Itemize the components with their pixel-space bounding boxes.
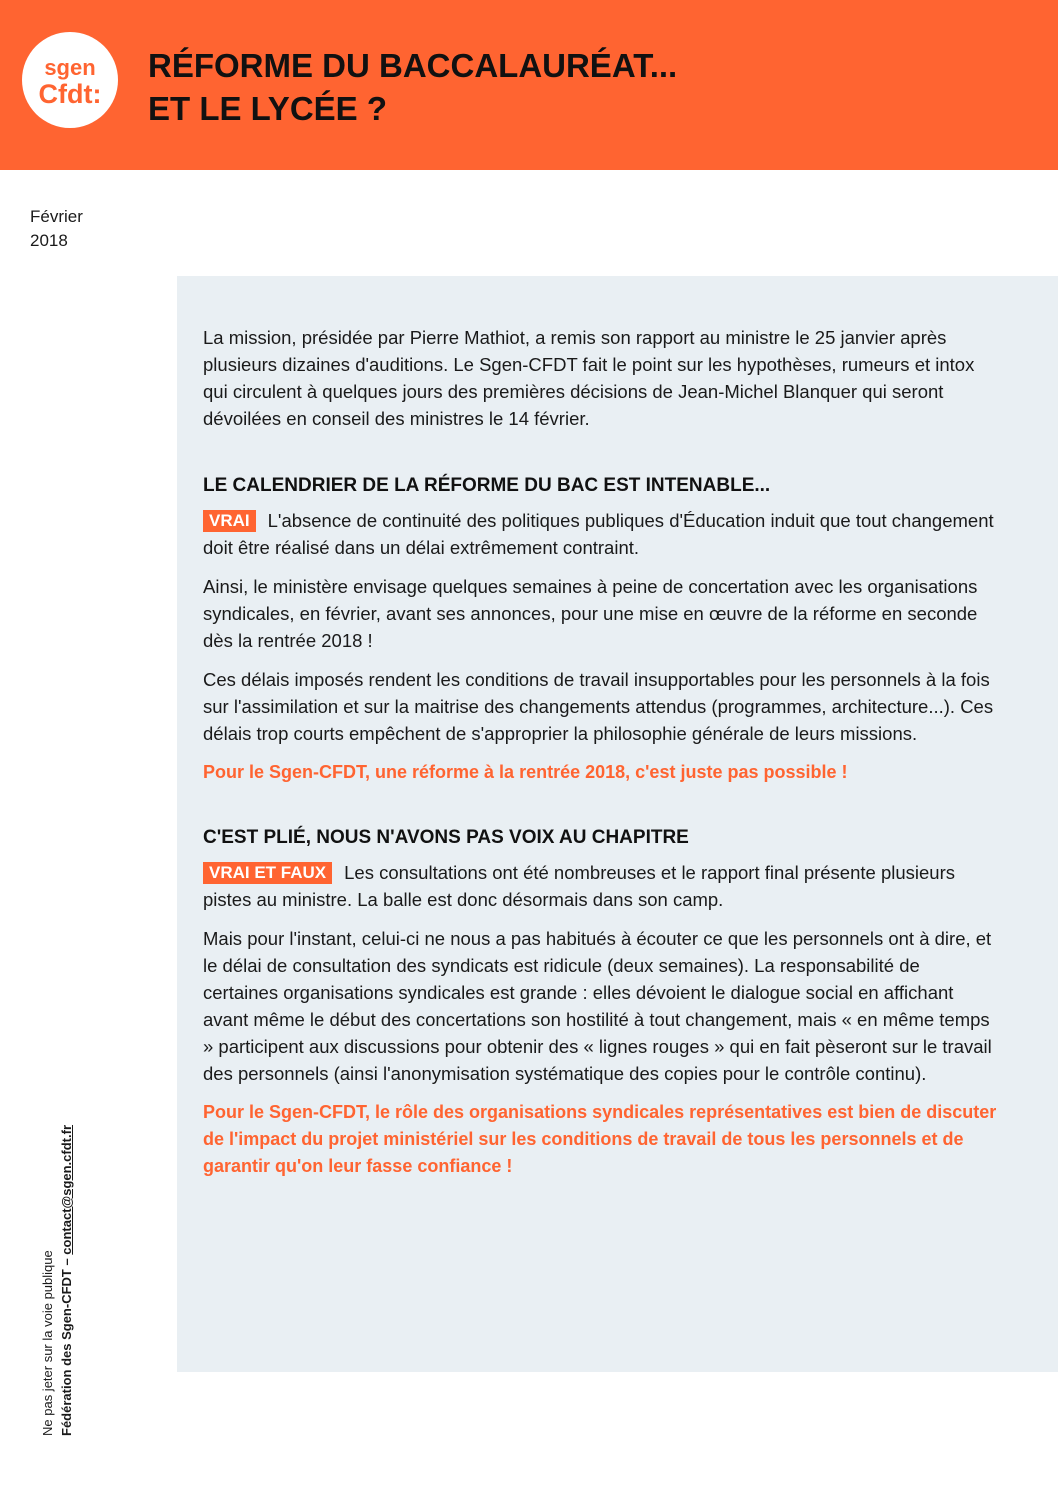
verdict-badge: VRAI bbox=[203, 510, 256, 532]
logo-text-cfdt: Cfdt: bbox=[38, 78, 102, 109]
federation-name: Fédération des Sgen-CFDT – bbox=[59, 1254, 74, 1436]
section-calendrier bbox=[203, 472, 998, 786]
sgen-cfdt-logo bbox=[22, 32, 118, 128]
section-lead bbox=[203, 859, 998, 913]
section-voix-au-chapitre bbox=[203, 824, 998, 1180]
section-paragraph: Mais pour l'instant, celui-ci ne nous a pas habitués à écouter ce que les personnels ont à dire, et le délai de consultation des syndicats est ridicule (deux semaines). La responsabilité de certaines organisations syndicales est grande : elles dévoient le dialogue social en affichant avant même le début des concertations son hostilité à tout changement, mais « en même temps » participent aux discussions pour obtenir des « lignes rouges » qui en fait pèseront sur le travail des personnels (ainsi l'anonymisation systématique des copies pour le contrôle continu). bbox=[203, 928, 992, 1084]
page-title bbox=[148, 44, 677, 130]
lead-text: L'absence de continuité des politiques publiques d'Éducation induit que tout changement doit être réalisé dans un délai extrêmement contraint. bbox=[203, 510, 994, 558]
section-lead bbox=[203, 507, 998, 561]
title-line-2: ET LE LYCÉE ? bbox=[148, 90, 387, 127]
contact-email-link[interactable]: contact@sgen.cfdt.fr bbox=[59, 1124, 74, 1255]
date-month: Février bbox=[30, 207, 83, 226]
section-heading: C'EST PLIÉ, NOUS N'AVONS PAS VOIX AU CHAPITRE bbox=[203, 827, 689, 848]
content-panel bbox=[177, 276, 1058, 1372]
section-paragraph: Ainsi, le ministère envisage quelques semaines à peine de concertation avec les organisations syndicales, en février, avant ses annonces, pour une mise en œuvre de la réforme en seconde dès la rentrée 2018 ! bbox=[203, 576, 978, 651]
header-banner bbox=[0, 0, 1058, 170]
side-federation bbox=[57, 1125, 76, 1436]
lead-text: Les consultations ont été nombreuses et le rapport final présente plusieurs pistes au ministre. La balle est donc désormais dans son camp. bbox=[203, 862, 955, 910]
verdict-badge: VRAI ET FAUX bbox=[203, 862, 332, 884]
side-notice: Ne pas jeter sur la voie publique bbox=[40, 1250, 55, 1436]
title-line-1: RÉFORME DU BACCALAURÉAT... bbox=[148, 47, 678, 84]
section-paragraph: Ces délais imposés rendent les conditions de travail insupportables pour les personnels à la fois sur l'assimilation et sur la maitrise des changements attendus (programmes, architecture...). Ces délais trop courts empêchent de s'approprier la philosophie générale de leurs missions. bbox=[203, 669, 994, 744]
date-year: 2018 bbox=[30, 231, 68, 250]
section-conclusion: Pour le Sgen-CFDT, le rôle des organisations syndicales représentatives est bien de discuter de l'impact du projet ministériel sur les conditions de travail de tous les personnels et de garantir qu'on leur fasse confiance ! bbox=[203, 1102, 997, 1176]
intro-paragraph: La mission, présidée par Pierre Mathiot, a remis son rapport au ministre le 25 janvier après plusieurs dizaines d'auditions. Le Sgen-CFDT fait le point sur les hypothèses, rumeurs et intox qui circulent à quelques jours des premières décisions de Jean-Michel Blanquer qui seront dévoilées en conseil des ministres le 14 février. bbox=[203, 327, 975, 429]
logo-text-sgen: sgen bbox=[44, 54, 96, 80]
publication-date bbox=[30, 205, 83, 253]
side-footer bbox=[38, 1125, 76, 1436]
section-conclusion: Pour le Sgen-CFDT, une réforme à la rentrée 2018, c'est juste pas possible ! bbox=[203, 762, 848, 782]
section-heading: LE CALENDRIER DE LA RÉFORME DU BAC EST INTENABLE... bbox=[203, 475, 771, 496]
